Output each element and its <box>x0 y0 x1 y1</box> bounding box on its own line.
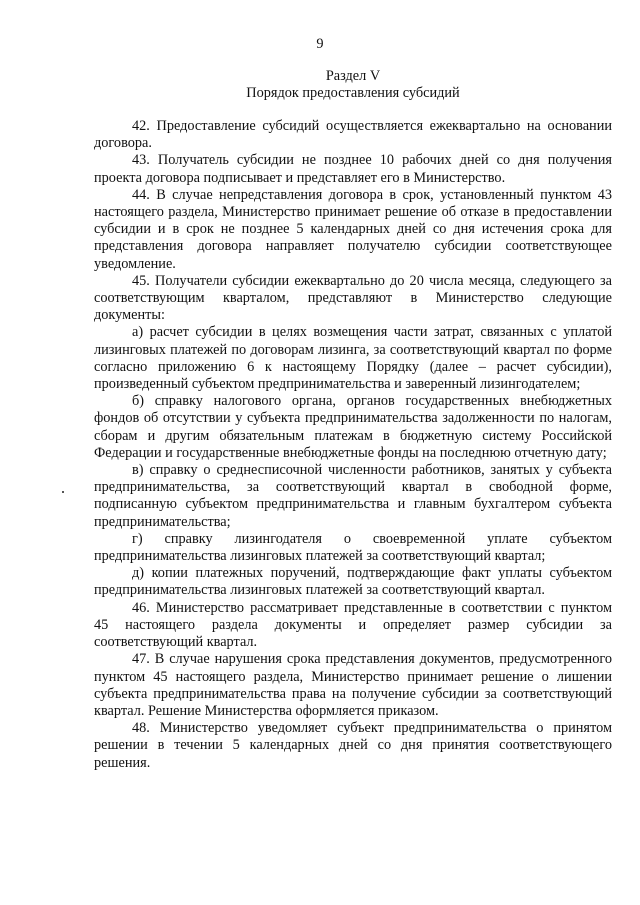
paragraph-44: 44. В случае непредставления договора в срок, установленный пунктом 43 настоящего раздела, Министерство принимает решение об отказе в предоставлении субсидии и в срок не позднее 5 календарных дней со дня истечения срока для представления договора направляет получателю субсидии соответствующее уведомление. <box>94 186 612 272</box>
paragraph-43: 43. Получатель субсидии не позднее 10 рабочих дней со дня получения проекта договора подписывает и представляет его в Министерство. <box>94 152 612 186</box>
scan-speck <box>62 491 64 493</box>
document-body <box>94 118 612 772</box>
paragraph-45-d: д) копии платежных поручений, подтверждающие факт уплаты субъектом предпринимательства лизинговых платежей за соответствующий квартал. <box>94 565 612 599</box>
paragraph-47: 47. В случае нарушения срока представления документов, предусмотренного пунктом 45 настоящего раздела, Министерство принимает решение о лишении субъекта предпринимательства права на получение субсидии за соответствующий квартал. Решение Министерства оформляется приказом. <box>94 651 612 719</box>
section-label: Раздел V <box>325 68 381 84</box>
page-number: 9 <box>316 36 324 52</box>
section-title: Порядок предоставления субсидий <box>246 85 460 101</box>
section-heading <box>94 68 612 102</box>
paragraph-45-g: г) справку лизингодателя о своевременной уплате субъектом предпринимательства лизинговых платежей за соответствующий квартал; <box>94 530 612 565</box>
paragraph-45-a: а) расчет субсидии в целях возмещения части затрат, связанных с уплатой лизинговых платежей по договорам лизинга, за соответствующий квартал по форме согласно приложению 6 к настоящему Порядку (далее – расчет субсидии), произведенный субъектом предпринимательства и заверенный лизингодателем; <box>94 324 612 393</box>
paragraph-42: 42. Предоставление субсидий осуществляется ежеквартально на основании договора. <box>94 118 612 152</box>
paragraph-45: 45. Получатели субсидии ежеквартально до 20 числа месяца, следующего за соответствующим кварталом, представляют в Министерство следующие документы: <box>94 272 612 324</box>
paragraph-48: 48. Министерство уведомляет субъект предпринимательства о принятом решении в течении 5 календарных дней со дня принятия соответствующего решения. <box>94 720 612 771</box>
paragraph-45-v: в) справку о среднесписочной численности работников, занятых у субъекта предпринимательства, за соответствующий квартал в свободной форме, подписанную субъектом предпринимательства и главным бухгалтером субъекта предпринимательства; <box>94 462 612 530</box>
paragraph-45-b: б) справку налогового органа, органов государственных внебюджетных фондов об отсутствии у субъекта предпринимательства задолженности по налогам, сборам и другим обязательным платежам в бюджетную систему Российской Федерации и государственные внебюджетные фонды на последнюю отчетную дату; <box>94 393 612 461</box>
paragraph-46: 46. Министерство рассматривает представленные в соответствии с пунктом 45 настоящего раздела документы и определяет размер субсидии за соответствующий квартал. <box>94 599 612 651</box>
